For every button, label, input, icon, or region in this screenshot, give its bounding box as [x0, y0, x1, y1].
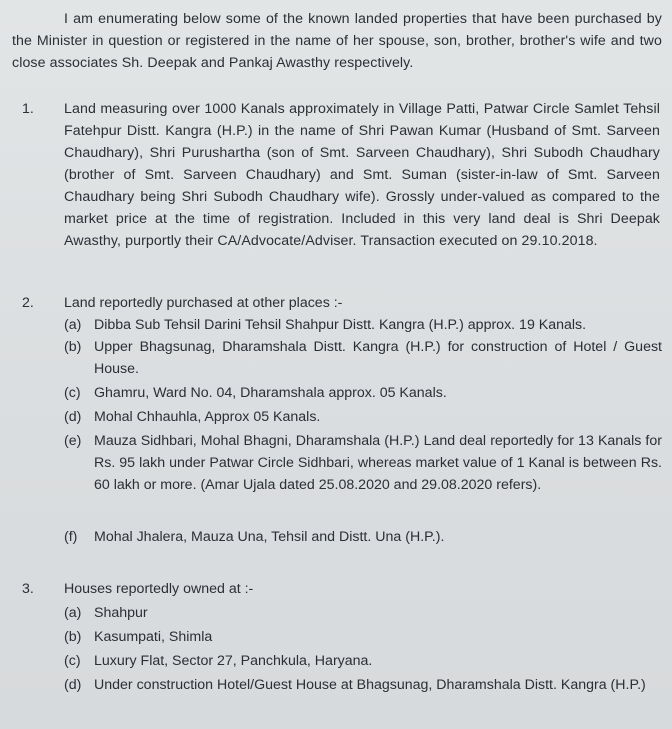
item-3-heading: Houses reportedly owned at :-	[64, 581, 254, 597]
item-2d-label: (d)	[64, 409, 82, 425]
item-3d	[64, 674, 662, 696]
item-3a	[64, 602, 662, 624]
item-3a-text: Shahpur	[94, 605, 148, 621]
item-3d-text: Under construction Hotel/Guest House at Bhagsunag, Dharamshala Distt. Kangra (H.P.)	[94, 677, 646, 693]
item-3b-label: (b)	[64, 629, 82, 645]
item-2a-label: (a)	[64, 317, 82, 333]
intro-paragraph: I am enumerating below some of the known landed properties that have been purchased by the Minister in question or registered in the name of her spouse, son, brother, brother's wife and two close associates Sh. Deepak and Pankaj Awasthy respectively.	[12, 11, 662, 71]
item-1-text: Land measuring over 1000 Kanals approximately in Village Patti, Patwar Circle Samlet Tehsil Fatehpur Distt. Kangra (H.P.) in the name of Shri Pawan Kumar (Husband of Smt. Sarveen Chaudhary), Shri Purushartha (son of Smt. Sarveen Chaudhary), Shri Subodh Chaudhary (brother of Smt. Sarveen Chaudhary) and Smt. Suman (sister-in-law of Smt. Sarveen Chaudhary being Shri Subodh Chaudhary wife). Grossly under-valued as compared to the market price at the time of registration. Included in this very land deal is Shri Deepak Awasthy, purportly their CA/Advocate/Adviser. Transaction executed on 29.10.2018.	[64, 101, 660, 249]
item-3c	[64, 650, 662, 672]
item-2f-text: Mohal Jhalera, Mauza Una, Tehsil and Distt. Una (H.P.).	[94, 529, 445, 545]
item-2f-label: (f)	[64, 529, 78, 545]
item-2c	[64, 382, 662, 404]
item-2b-text: Upper Bhagsunag, Dharamshala Distt. Kangra (H.P.) for construction of Hotel / Guest House.	[94, 339, 662, 377]
item-2b	[64, 336, 662, 380]
item-2-number: 2.	[22, 295, 34, 311]
item-3-number: 3.	[22, 581, 34, 597]
item-3d-label: (d)	[64, 677, 82, 693]
item-3c-text: Luxury Flat, Sector 27, Panchkula, Haryana.	[94, 653, 373, 669]
item-3b	[64, 626, 662, 648]
item-2a-text: Dibba Sub Tehsil Darini Tehsil Shahpur Distt. Kangra (H.P.) approx. 19 Kanals.	[94, 317, 587, 333]
item-2e	[64, 430, 662, 496]
item-2f	[64, 526, 662, 548]
item-2c-text: Ghamru, Ward No. 04, Dharamshala approx. 05 Kanals.	[94, 385, 447, 401]
item-3b-text: Kasumpati, Shimla	[94, 629, 213, 645]
item-2d-text: Mohal Chhauhla, Approx 05 Kanals.	[94, 409, 321, 425]
item-2d	[64, 406, 662, 428]
item-3a-label: (a)	[64, 605, 82, 621]
item-2e-text: Mauza Sidhbari, Mohal Bhagni, Dharamshala (H.P.) Land deal reportedly for 13 Kanals for Rs. 95 lakh under Patwar Circle Sidhbari, whereas market value of 1 Kanal is between Rs. 60 lakh or more. (Amar Ujala dated 25.08.2020 and 29.08.2020 refers).	[94, 433, 662, 493]
item-2c-label: (c)	[64, 385, 81, 401]
item-2b-label: (b)	[64, 339, 82, 355]
item-2-heading: Land reportedly purchased at other places :-	[64, 295, 343, 311]
item-2e-label: (e)	[64, 433, 82, 449]
item-3c-label: (c)	[64, 653, 81, 669]
item-2a	[64, 314, 662, 336]
item-1-number: 1.	[22, 101, 34, 117]
